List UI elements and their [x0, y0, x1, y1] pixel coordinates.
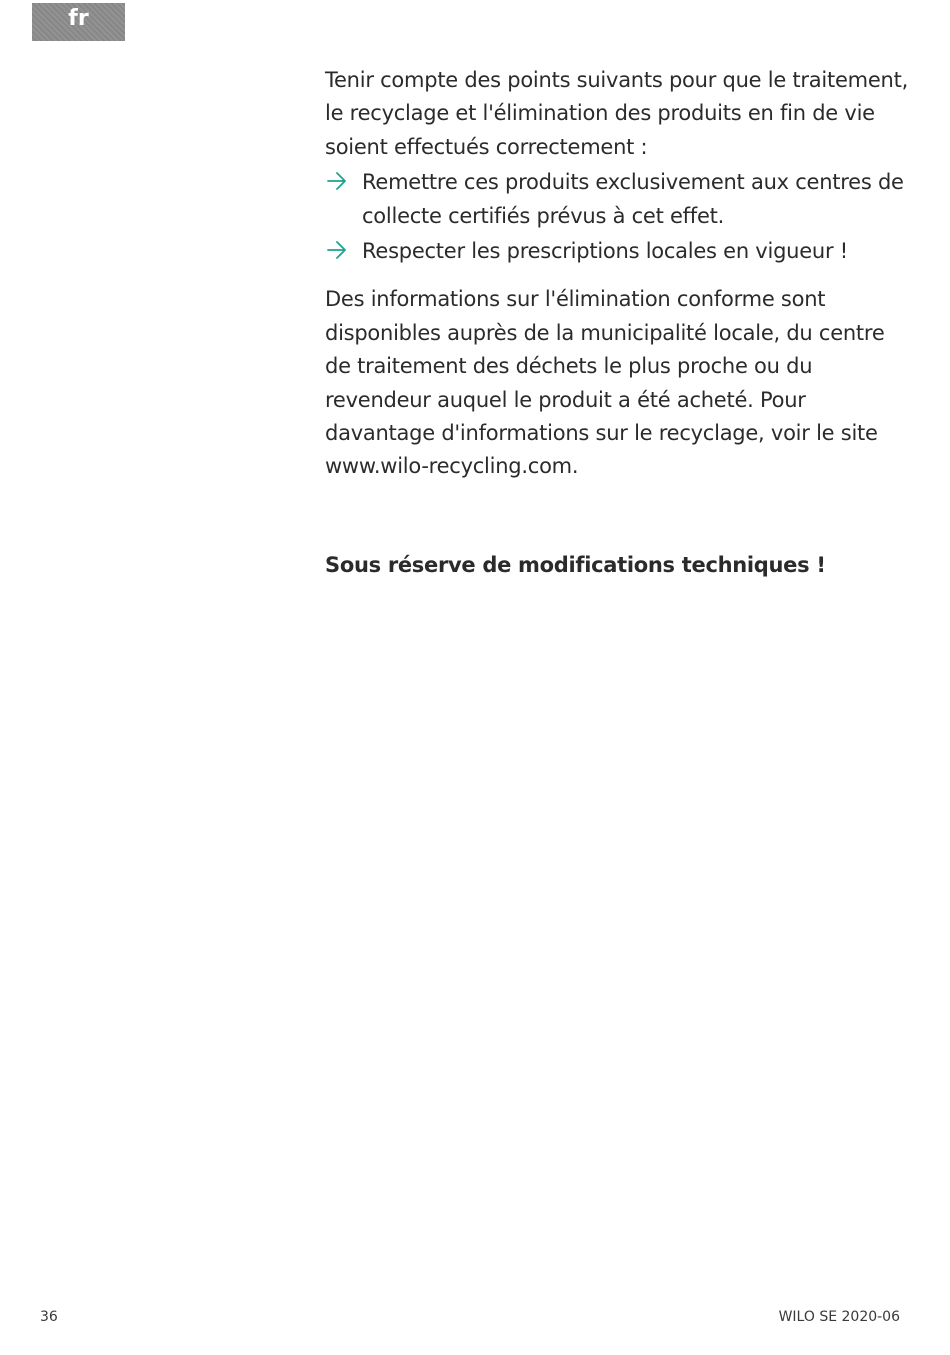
language-tab: fr	[32, 3, 125, 41]
technical-notice: Sous réserve de modifications techniques !	[325, 553, 826, 577]
list-item	[325, 166, 910, 233]
intro-paragraph: Tenir compte des points suivants pour que le traitement, le recyclage et l'élimination des produits en fin de vie soient effectués correctement :	[325, 68, 909, 159]
list-item-text: Respecter les prescriptions locales en vigueur !	[362, 239, 848, 264]
list-item-text: Remettre ces produits exclusivement aux centres de collecte certifiés prévus à cet effet.	[362, 170, 904, 228]
list-item	[325, 235, 910, 268]
footer-brand: WILO SE 2020-06	[778, 1309, 900, 1325]
arrow-right-icon	[325, 238, 349, 262]
instruction-list	[325, 166, 910, 268]
page-number: 36	[40, 1309, 58, 1325]
arrow-right-icon	[325, 169, 349, 193]
main-content	[325, 64, 910, 484]
info-paragraph: Des informations sur l'élimination conforme sont disponibles auprès de la municipalité locale, du centre de traitement des déchets le plus proche ou du revendeur auquel le produit a été acheté. Pour davantage d'informations sur le recyclage, voir le site www.wilo-recycling.com.	[325, 287, 885, 479]
